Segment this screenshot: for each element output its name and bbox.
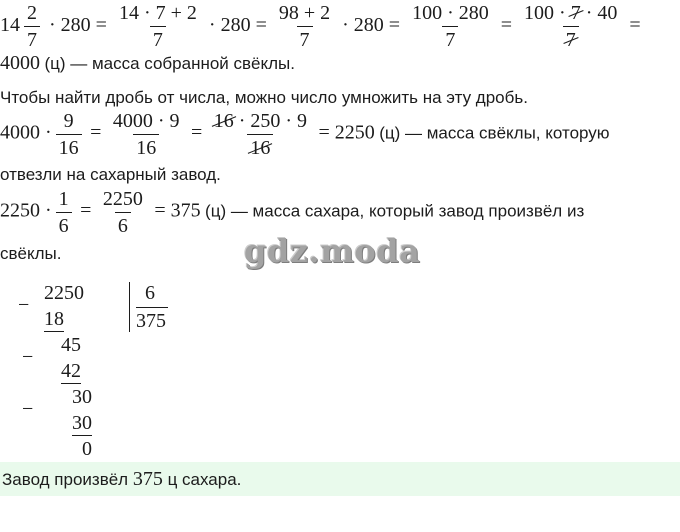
denominator: 6 (56, 212, 72, 237)
minus-sign: − (22, 398, 34, 420)
operator: = (90, 121, 102, 144)
fraction (100, 188, 146, 237)
division-bar-vertical (129, 282, 130, 332)
watermark-logo: gdz.moda (244, 232, 421, 270)
denominator: 7 (442, 26, 458, 51)
division-step: 30 (72, 412, 92, 434)
numerator: 2 (27, 2, 37, 24)
denominator (247, 134, 273, 159)
expression-line-2 (0, 110, 610, 159)
numerator: 100 · 280 (412, 2, 489, 24)
divisor: 6 (145, 282, 155, 304)
division-bar-horizontal (136, 307, 168, 308)
answer-suffix: ц сахара. (167, 469, 242, 489)
fraction (56, 188, 72, 237)
fraction (116, 2, 200, 51)
numerator-part: 100 · (524, 2, 566, 24)
result-value: = 375 (154, 199, 201, 222)
operator: · 280 = (342, 14, 401, 37)
numerator: 1 (58, 188, 69, 210)
remainder: 0 (82, 438, 92, 460)
operator: · 280 = (208, 14, 267, 37)
denominator: 16 (56, 134, 82, 159)
expression-line-3 (0, 188, 584, 237)
fraction-cancelled (211, 110, 310, 159)
description: (ц) — масса собранной свёклы. (44, 54, 295, 73)
numerator: 98 + 2 (278, 2, 331, 24)
denominator: 6 (115, 212, 131, 237)
operator: = (629, 14, 641, 37)
mixed-number-whole: 14 (0, 14, 20, 37)
result-line-1 (0, 52, 295, 75)
operator: = (190, 121, 203, 144)
description-continued: отвезли на сахарный завод. (0, 165, 221, 184)
division-step: 42 (61, 360, 81, 382)
numerator (211, 110, 310, 134)
rule-text: Чтобы найти дробь от числа, можно число умножить на эту дробь. (0, 88, 528, 107)
operand: 2250 · (0, 199, 52, 222)
minus-sign: − (18, 294, 30, 316)
denominator: 16 (133, 134, 159, 159)
numerator (521, 2, 620, 26)
expression-line-1 (0, 2, 641, 51)
value: 4000 (0, 52, 40, 74)
result-value: = 2250 (318, 121, 375, 144)
minus-sign: − (22, 346, 34, 368)
cancelled-factor: 16 (250, 137, 271, 159)
operator: = (80, 199, 92, 222)
numerator-part: · 40 (585, 2, 618, 24)
division-step: 45 (61, 334, 81, 356)
numerator: 4000 · 9 (112, 110, 180, 132)
cancelled-factor: 16 (213, 110, 234, 132)
fraction (409, 2, 492, 51)
division-step: 18 (44, 308, 64, 330)
fraction (24, 2, 40, 51)
numerator: 9 (63, 110, 74, 132)
numerator-part: · 250 · 9 (238, 110, 308, 132)
numerator: 14 · 7 + 2 (118, 2, 197, 24)
dividend: 2250 (44, 282, 84, 304)
answer-value: 375 (132, 467, 163, 490)
answer-box (0, 462, 680, 496)
description: (ц) — масса сахара, который завод произвёл из (205, 201, 585, 221)
operator: · 280 = (49, 14, 107, 37)
denominator: 7 (150, 26, 166, 51)
answer-text (0, 468, 241, 491)
quotient: 375 (136, 310, 166, 332)
fraction-cancelled (521, 2, 620, 51)
denominator (563, 26, 579, 51)
division-step: 30 (72, 386, 92, 408)
numerator: 2250 (102, 188, 143, 210)
fraction (56, 110, 82, 159)
operand: 4000 · (0, 121, 52, 144)
description: (ц) — масса свёклы, которую (379, 123, 610, 143)
fraction (110, 110, 183, 159)
operator: = (500, 14, 513, 37)
denominator: 7 (24, 26, 40, 51)
denominator: 7 (297, 26, 313, 51)
fraction (276, 2, 333, 51)
description-continued: свёклы. (0, 244, 62, 263)
cancelled-factor: 7 (565, 29, 576, 51)
answer-prefix: Завод произвёл (2, 469, 129, 489)
cancelled-factor: 7 (570, 2, 581, 24)
